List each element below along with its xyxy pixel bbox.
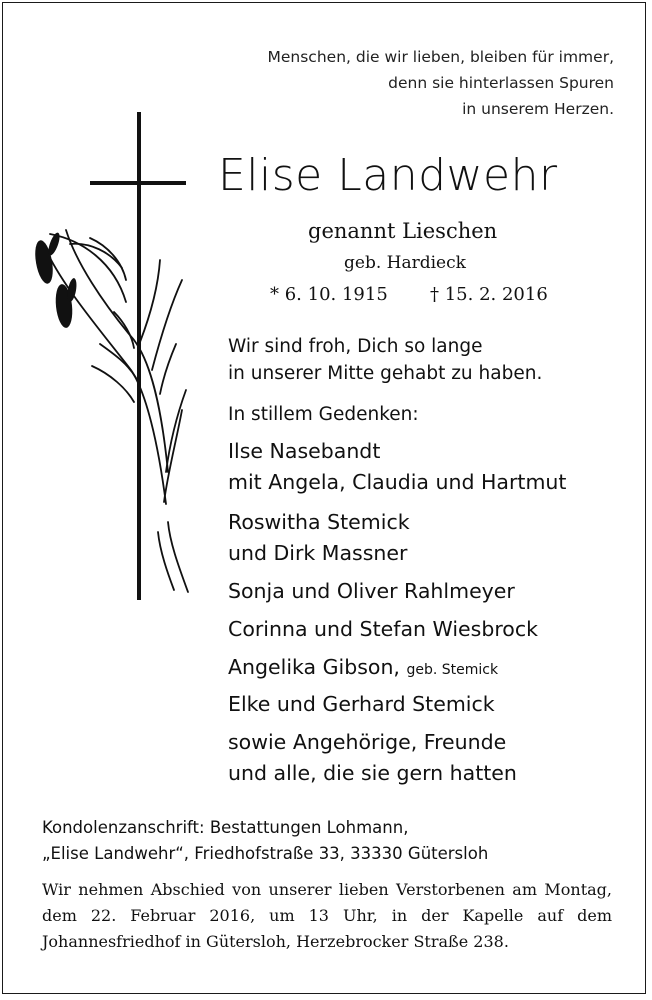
quote-line-2: denn sie hinterlassen Spuren	[388, 74, 614, 92]
mourner-3: Sonja und Oliver Rahlmeyer	[228, 579, 515, 603]
mourner-5	[228, 652, 498, 686]
deceased-name: Elise Landwehr	[218, 150, 558, 201]
mourner-2-partner: und Dirk Massner	[228, 541, 408, 565]
message-line-1: Wir sind froh, Dich so lange	[228, 336, 483, 357]
death-date: † 15. 2. 2016	[430, 284, 548, 305]
mourner-2-name: Roswitha Stemick	[228, 510, 410, 534]
deceased-maiden-name: geb. Hardieck	[344, 253, 466, 273]
mourning-heading: In stillem Gedenken:	[228, 404, 419, 425]
quote-line-3: in unserem Herzen.	[462, 100, 614, 118]
condolence-line-2: „Elise Landwehr“, Friedhofstraße 33, 33330 Gütersloh	[42, 844, 489, 863]
birth-date: * 6. 10. 1915	[270, 284, 388, 305]
mourner-1-name: Ilse Nasebandt	[228, 439, 381, 463]
mourner-6: Elke und Gerhard Stemick	[228, 692, 495, 716]
cross-vertical-bar	[137, 112, 141, 600]
cross-with-grain-icon	[30, 112, 200, 607]
mourner-5-name: Angelika Gibson,	[228, 655, 400, 679]
mourner-5-note: geb. Stemick	[406, 662, 499, 678]
grain-stalks	[46, 230, 188, 592]
service-notice: Wir nehmen Abschied von unserer lieben Verstorbenen am Montag, dem 22. Februar 2016, um 13 Uhr, in der Kapelle auf dem Johannesfriedhof in Gütersloh, Herzebrocker Straße 238.	[42, 880, 612, 951]
condolence-line-1: Kondolenzanschrift: Bestattungen Lohmann,	[42, 818, 409, 837]
mourner-7-line-2: und alle, die sie gern hatten	[228, 761, 517, 785]
mourner-7-line-1: sowie Angehörige, Freunde	[228, 730, 507, 754]
mourner-1-family: mit Angela, Claudia und Hartmut	[228, 470, 567, 494]
quote-line-1: Menschen, die wir lieben, bleiben für immer,	[267, 48, 614, 66]
mourner-4: Corinna und Stefan Wiesbrock	[228, 617, 538, 641]
deceased-nickname: genannt Lieschen	[308, 219, 498, 243]
message-line-2: in unserer Mitte gehabt zu haben.	[228, 363, 543, 384]
cross-horizontal-bar	[90, 181, 186, 185]
